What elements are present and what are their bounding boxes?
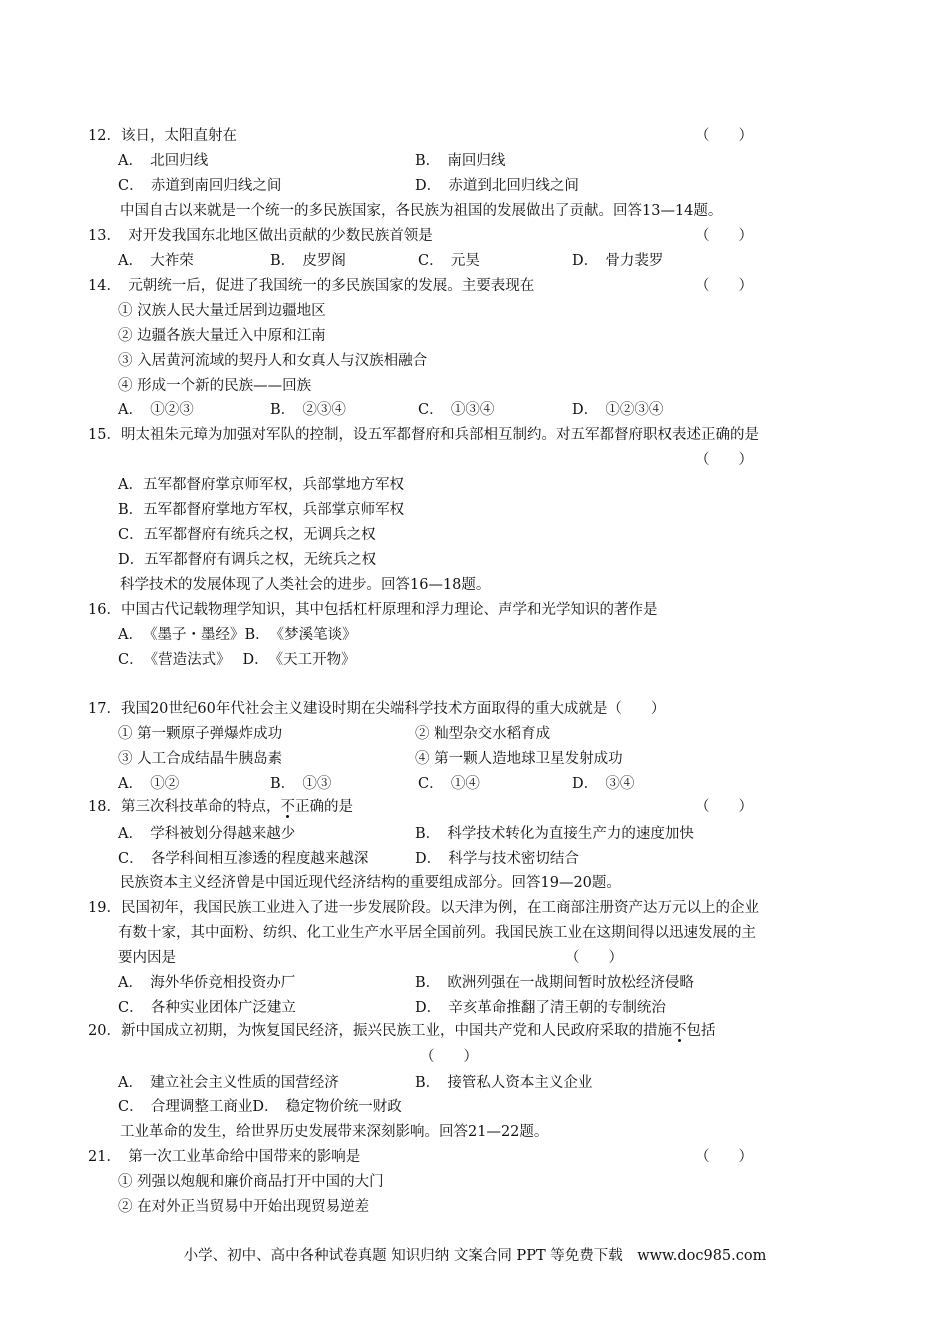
intro-19-20: 民族资本主义经济曾是中国近现代经济结构的重要组成部分。回答19—20题。 — [120, 875, 621, 891]
q12-stem: 12．该日，太阳直射在 — [88, 128, 237, 144]
intro-13-14: 中国自古以来就是一个统一的多民族国家，各民族为祖国的发展做出了贡献。回答13—14题。 — [120, 203, 723, 219]
q17-option-c: C． ①④ — [418, 776, 480, 792]
q14-option-d: D． ①②③④ — [572, 402, 664, 418]
q20-option-b: B． 接管私人资本主义企业 — [415, 1075, 593, 1091]
q13-option-d: D． 骨力裴罗 — [572, 253, 664, 269]
intro-16-18: 科学技术的发展体现了人类社会的进步。回答16—18题。 — [120, 577, 491, 593]
q13-option-a: A． 大祚荣 — [118, 253, 194, 269]
q13-stem: 13． 对开发我国东北地区做出贡献的少数民族首领是 — [88, 228, 433, 244]
q21-item-1: ① 列强以炮舰和廉价商品打开中国的大门 — [118, 1174, 384, 1190]
q13-option-c: C． 元昊 — [418, 253, 480, 269]
q20-answer-paren: （ ） — [420, 1049, 478, 1065]
q14-option-b: B． ②③④ — [270, 402, 346, 418]
q15-option-b: B．五军都督府掌地方军权，兵部掌京师军权 — [118, 502, 405, 518]
q16-options-ab: A． 《墨子・墨经》B． 《梦溪笔谈》 — [118, 627, 357, 643]
q19-stem-line-1: 19．民国初年，我国民族工业进入了进一步发展阶段。以天津为例，在工商部注册资产达万元以上的企业 — [88, 900, 759, 916]
q19-stem-line-2: 有数十家，其中面粉、纺织、化工业生产水平居全国前列。我国民族工业在这期间得以迅速发展的主 — [118, 925, 756, 941]
q18-option-d: D． 科学与技术密切结合 — [415, 851, 579, 867]
q17-stem: 17．我国20世纪60年代社会主义建设时期在尖端科学技术方面取得的重大成就是（ ） — [88, 701, 666, 717]
q13-option-b: B． 皮罗阁 — [270, 253, 346, 269]
page-footer: 小学、初中、高中各种试卷真题 知识归纳 文案合同 PPT 等免费下载 www.doc985.com — [183, 1248, 767, 1264]
q17-item-3: ③ 人工合成结晶牛胰岛素 — [118, 751, 283, 767]
intro-21-22: 工业革命的发生，给世界历史发展带来深刻影响。回答21—22题。 — [120, 1124, 549, 1140]
q21-item-2: ② 在对外正当贸易中开始出现贸易逆差 — [118, 1199, 370, 1215]
q17-item-4: ④ 第一颗人造地球卫星发射成功 — [415, 751, 623, 767]
q18-stem-emphasis: 不 — [280, 799, 295, 815]
q20-options-cd: C． 合理调整工商业D． 稳定物价统一财政 — [118, 1099, 402, 1115]
q17-option-d: D． ③④ — [572, 776, 635, 792]
q14-answer-paren: （ ） — [695, 278, 753, 294]
q17-item-1: ① 第一颗原子弹爆炸成功 — [118, 726, 283, 742]
q19-option-b: B． 欧洲列强在一战期间暂时放松经济侵略 — [415, 975, 694, 991]
q15-option-a: A．五军都督府掌京师军权，兵部掌地方军权 — [118, 477, 404, 493]
q15-option-d: D．五军都督府有调兵之权，无统兵之权 — [118, 552, 377, 568]
q14-option-a: A． ①②③ — [118, 402, 194, 418]
q18-option-b: B． 科学技术转化为直接生产力的速度加快 — [415, 826, 694, 842]
q12-option-a: A． 北回归线 — [118, 153, 209, 169]
q17-option-a: A． ①② — [118, 776, 180, 792]
q17-item-2: ② 籼型杂交水稻育成 — [415, 726, 551, 742]
q20-stem-post: 包括 — [686, 1023, 716, 1039]
q18-option-c: C． 各学科间相互渗透的程度越来越深 — [118, 851, 369, 867]
q18-stem-pre: 18．第三次科技革命的特点， — [88, 799, 281, 815]
q14-item-2: ② 边疆各族大量迁入中原和江南 — [118, 328, 326, 344]
q19-option-d: D． 辛亥革命推翻了清王朝的专制统治 — [415, 1000, 666, 1016]
q17-option-b: B． ①③ — [270, 776, 332, 792]
q19-stem-line-3: 要内因是 — [118, 950, 176, 966]
q12-option-b: B． 南回归线 — [415, 153, 506, 169]
q21-answer-paren: （ ） — [695, 1149, 753, 1165]
q15-stem: 15．明太祖朱元璋为加强对军队的控制，设五军都督府和兵部相互制约。对五军都督府职权表述正确的是 — [88, 427, 759, 443]
q13-answer-paren: （ ） — [695, 228, 753, 244]
q19-option-a: A． 海外华侨竞相投资办厂 — [118, 975, 296, 991]
q16-options-cd: C． 《营造法式》 D． 《天工开物》 — [118, 652, 356, 668]
q14-option-c: C． ①③④ — [418, 402, 495, 418]
q20-stem-emphasis: 不 — [671, 1023, 687, 1039]
q15-answer-paren: （ ） — [695, 452, 753, 468]
q14-item-3: ③ 入居黄河流域的契丹人和女真人与汉族相融合 — [118, 353, 428, 369]
q20-stem-pre: 20．新中国成立初期，为恢复国民经济，振兴民族工业，中国共产党和人民政府采取的措施 — [88, 1023, 672, 1039]
q14-stem: 14． 元朝统一后，促进了我国统一的多民族国家的发展。主要表现在 — [88, 278, 535, 294]
q20-option-a: A． 建立社会主义性质的国营经济 — [118, 1075, 339, 1091]
q19-answer-paren: （ ） — [565, 950, 623, 966]
q20-stem — [88, 1021, 715, 1041]
q21-stem: 21． 第一次工业革命给中国带来的影响是 — [88, 1149, 361, 1165]
q18-stem-post: 正确的是 — [294, 799, 353, 815]
q12-option-c: C． 赤道到南回归线之间 — [118, 178, 282, 194]
q14-item-1: ① 汉族人民大量迁居到边疆地区 — [118, 303, 326, 319]
q16-stem: 16．中国古代记载物理学知识，其中包括杠杆原理和浮力理论、声学和光学知识的著作是 — [88, 602, 658, 618]
q18-stem — [88, 797, 353, 817]
q12-answer-paren: （ ） — [695, 128, 753, 144]
q14-item-4: ④ 形成一个新的民族——回族 — [118, 378, 312, 394]
q19-option-c: C． 各种实业团体广泛建立 — [118, 1000, 296, 1016]
q12-option-d: D． 赤道到北回归线之间 — [415, 178, 579, 194]
q18-option-a: A． 学科被划分得越来越少 — [118, 826, 296, 842]
q18-answer-paren: （ ） — [695, 799, 753, 815]
q15-option-c: C．五军都督府有统兵之权，无调兵之权 — [118, 527, 376, 543]
